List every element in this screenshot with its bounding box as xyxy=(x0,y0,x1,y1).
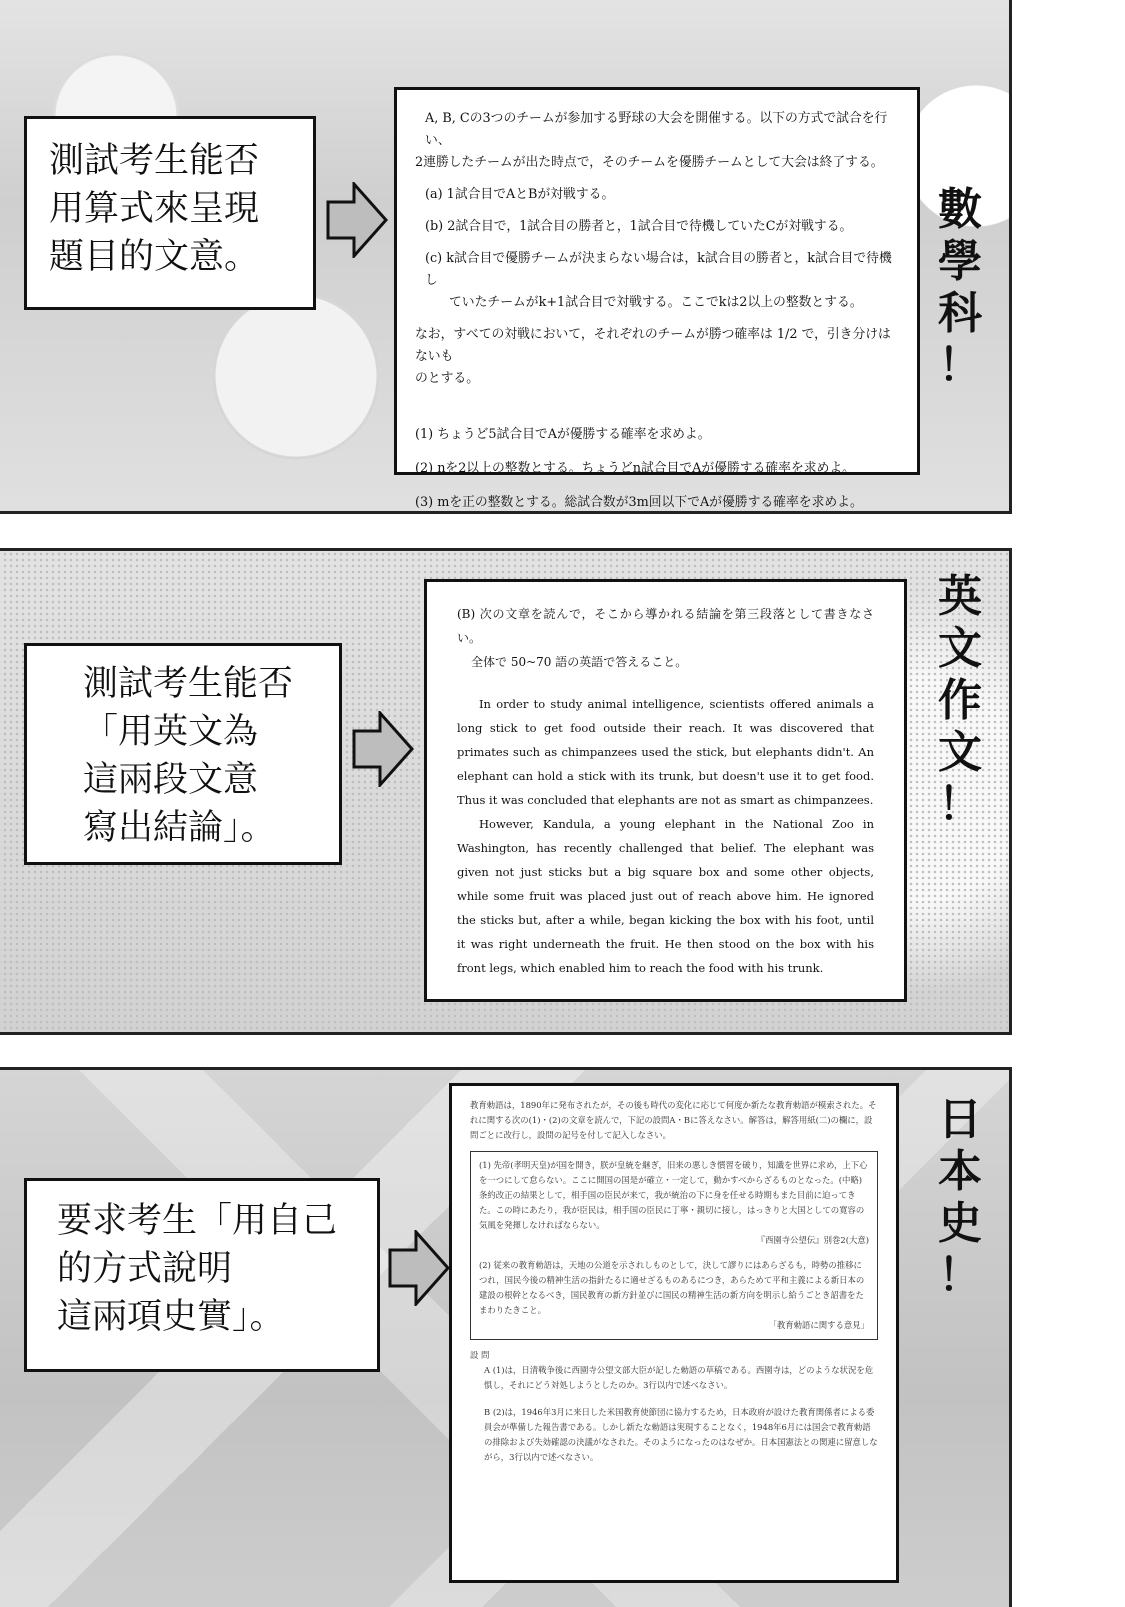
caption-line: 這兩項史實」。 xyxy=(57,1297,285,1337)
label-char: 科 xyxy=(938,288,982,339)
right-arrow-icon xyxy=(352,711,414,787)
caption-line: 用算式來呈現 xyxy=(49,189,260,229)
vertical-label-history xyxy=(930,1094,990,1302)
math-rule-b: (b) 2試合目で，1試合目の勝者と，1試合目で待機していたCが対戦する。 xyxy=(425,219,853,234)
history-question-b: B (2)は，1946年3月に来日した米国教育使節団に協力するため，日本政府が設けた教育関係者による委員会が準備した報告書である。しかし新たな勅語は実現することなく，1948年6月には国会で教育勅語の排除および失効確認の決議がなされた。そのようになったのはなぜか。日本国憲法との関連に留意しながら，3行以内で述べなさい。 xyxy=(484,1407,878,1462)
caption-line: 「用英文為 xyxy=(83,712,259,752)
english-exam-document xyxy=(424,579,907,1002)
label-char: ！ xyxy=(938,340,982,391)
caption-line: 測試考生能否 xyxy=(49,141,260,181)
vertical-label-math xyxy=(930,184,990,392)
history-intro: 教育勅語は，1890年に発布されたが，その後も時代の変化に応じて何度か新たな教育勅語が模索された。それに関する次の(1)・(2)の文章を読んで，下記の設問A・Bに答えなさい。解答は，解答用紙(二)の欄に，設問ごとに改行し，設問の記号を付して記入しなさい。 xyxy=(470,1100,877,1140)
history-source-2: 「教育勅語に関する意見」 xyxy=(768,1320,869,1330)
label-char: 文 xyxy=(938,727,982,778)
math-exam-document xyxy=(394,87,920,510)
history-text-2: (2) 従来の教育勅語は，天地の公道を示されしものとして，決して謬りにはあらざるも，時勢の推移につれ，国民今後の精神生活の指針たるに適せざるものあるにつき，あらためて平和主義による新日本の建設の根幹となるべき，国民教育の新方針並びに国民の精神生活の新方向を明示し給うごとき詔書をたまわりたきこと。 xyxy=(479,1260,865,1315)
label-char: 文 xyxy=(938,623,982,674)
label-char: 日 xyxy=(938,1094,982,1145)
label-char: 英 xyxy=(938,571,982,622)
history-text-1: (1) 先帝(孝明天皇)が国を開き，朕が皇統を継ぎ，旧来の悪しき慣習を破り，知識を世界に求め，上下心を一つにして怠らない。ここに開国の国是が確立・一定して，動かすべからざるものとなった。(中略)条約改正の結果として，相手国の臣民が来て，我が統治の下に身を任せる時期もまた目前に迫ってきた。この時にあたり，我が臣民は，相手国の臣民に丁寧・親切に接し，はっきりと大国としての寛容の気風を発揮しなければならない。 xyxy=(479,1160,868,1230)
history-source-box xyxy=(470,1151,878,1340)
panel-history xyxy=(0,1067,1012,1607)
english-paragraph-2: However, Kandula, a young elephant in the National Zoo in Washington, has recently challenged that belief. The elephant was given not just sticks but a big square box and some other objects, while some fruit was placed just out of reach above him. He ignored the sticks but, after a while, began kicking the box with his foot, until it was right underneath the fruit. He then stood on the box with his front legs, which enabled him to reach the food with his trunk. xyxy=(457,817,874,975)
panel-math xyxy=(0,0,1012,514)
math-intro-line: 2連勝したチームが出た時点で，そのチームを優勝チームとして大会は終了する。 xyxy=(415,155,884,170)
math-question-3: (3) mを正の整数とする。総試合数が3m回以下でAが優勝する確率を求めよ。 xyxy=(415,495,863,510)
label-char: 學 xyxy=(938,236,982,287)
math-rule-a: (a) 1試合目でAとBが対戦する。 xyxy=(425,187,615,202)
caption-box-history xyxy=(24,1178,380,1372)
english-paragraph-1: In order to study animal intelligence, scientists offered animals a long stick to get food outside their reach. It was discovered that primates such as chimpanzees used the stick, but elephants didn't. An elephant can hold a stick with its trunk, but doesn't use it to get food. Thus it was concluded that elephants are not as smart as chimpanzees. xyxy=(457,697,874,807)
label-char: ！ xyxy=(938,779,982,830)
caption-line: 的方式說明 xyxy=(57,1249,233,1289)
label-char: ！ xyxy=(938,1250,982,1301)
math-note-cont: のとする。 xyxy=(415,371,479,386)
math-rule-c: (c) k試合目で優勝チームが決まらない場合は，k試合目の勝者と，k試合目で待機し xyxy=(425,251,892,288)
history-source-1: 『西園寺公望伝』別巻2(大意) xyxy=(756,1235,869,1245)
caption-line: 要求考生「用自己 xyxy=(57,1201,338,1241)
caption-line: 測試考生能否 xyxy=(83,664,294,704)
label-char: 作 xyxy=(938,675,982,726)
english-instruction-cont: 全体で 50~70 語の英語で答えること。 xyxy=(471,655,688,669)
history-question-heading: 設 問 xyxy=(470,1350,490,1360)
right-arrow-icon xyxy=(326,182,388,258)
right-arrow-icon xyxy=(388,1230,450,1306)
math-rule-c-cont: ていたチームがk+1試合目で対戦する。ここでkは2以上の整数とする。 xyxy=(449,295,863,310)
label-char: 本 xyxy=(938,1146,982,1197)
vertical-label-english xyxy=(930,571,990,831)
caption-line: 這兩段文意 xyxy=(83,760,259,800)
panel-english xyxy=(0,548,1012,1035)
english-instruction: (B) 次の文章を読んで，そこから導かれる結論を第三段落として書きなさい。 xyxy=(457,607,874,645)
math-question-2: (2) nを2以上の整数とする。ちょうどn試合目でAが優勝する確率を求めよ。 xyxy=(415,461,855,476)
math-note: なお，すべての対戦において，それぞれのチームが勝つ確率は 1/2 で，引き分けはないも xyxy=(415,327,891,364)
math-question-1: (1) ちょうど5試合目でAが優勝する確率を求めよ。 xyxy=(415,427,711,442)
caption-line: 題目的文意。 xyxy=(49,237,260,277)
label-char: 史 xyxy=(938,1198,982,1249)
math-intro-line: A, B, Cの3つのチームが参加する野球の大会を開催する。以下の方式で試合を行い、 xyxy=(425,111,888,148)
caption-box-english xyxy=(24,643,342,865)
label-char: 數 xyxy=(938,184,982,235)
caption-box-math xyxy=(24,116,316,310)
history-exam-document xyxy=(449,1083,899,1583)
history-question-a: A (1)は，日清戦争後に西園寺公望文部大臣が記した勅語の草稿である。西園寺は，どのような状況を危惧し，それにどう対処しようとしたのか。3行以内で述べなさい。 xyxy=(484,1365,874,1390)
caption-line: 寫出結論」。 xyxy=(83,808,276,848)
